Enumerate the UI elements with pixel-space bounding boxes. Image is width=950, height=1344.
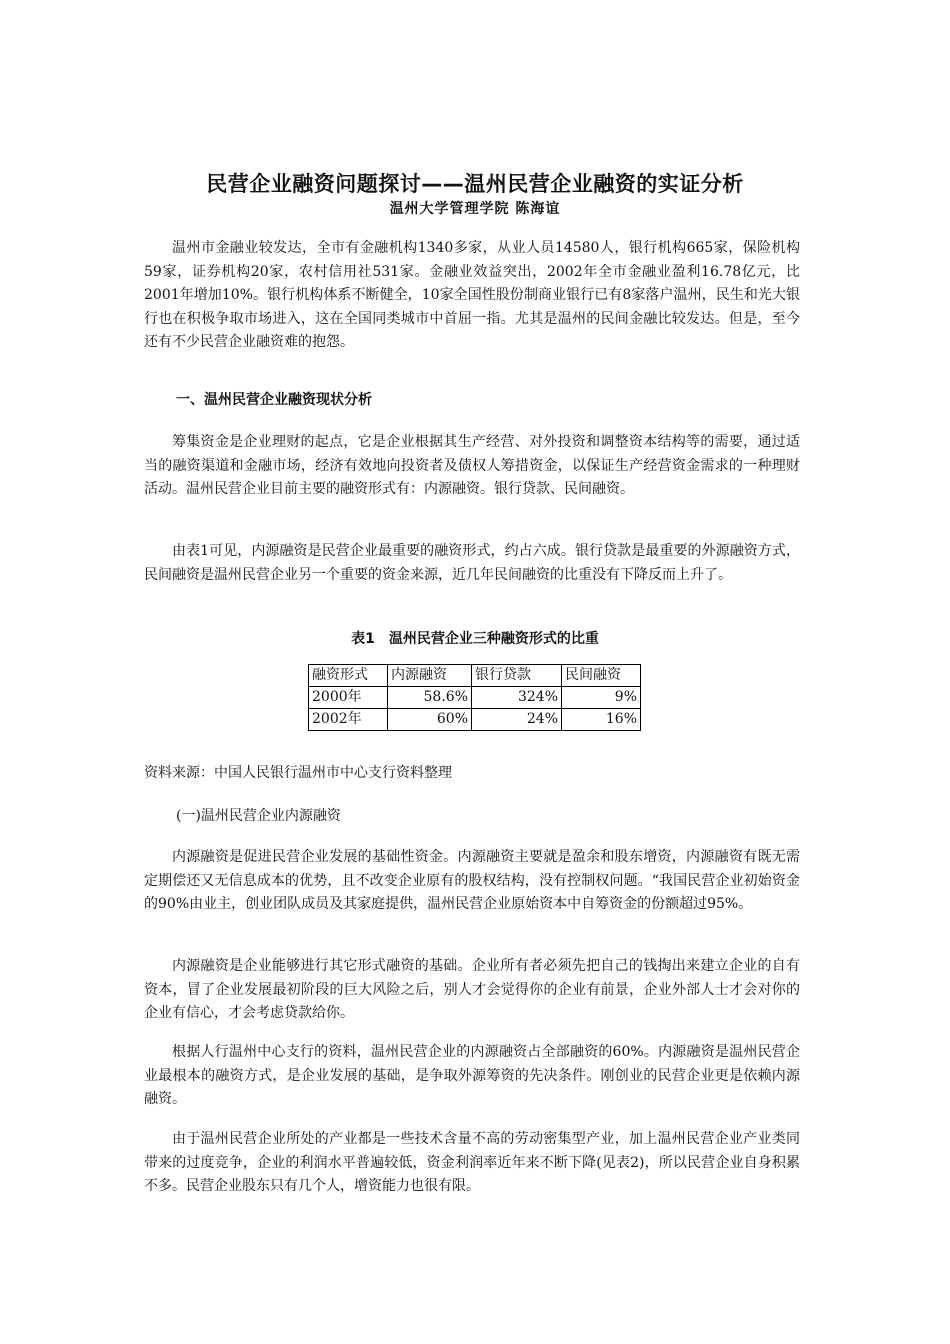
table-cell: 58.6%: [388, 687, 472, 709]
document-title: 民营企业融资问题探讨——温州民营企业融资的实证分析: [206, 172, 744, 196]
table-cell: 60%: [388, 709, 472, 731]
table-cell-year: 2000年: [309, 687, 388, 709]
table-row: [309, 687, 641, 709]
financing-share-table: [308, 664, 641, 731]
table-row: [309, 709, 641, 731]
table-header-row: [309, 665, 641, 687]
table-caption: 表1 温州民营企业三种融资形式的比重: [351, 631, 599, 647]
table-header-cell: 内源融资: [388, 665, 472, 687]
subsection-heading: (一)温州民营企业内源融资: [176, 808, 341, 824]
table-header-cell: 民间融资: [562, 665, 641, 687]
table-header-cell: 融资形式: [309, 665, 388, 687]
table-cell: 16%: [562, 709, 641, 731]
author-line: 温州大学管理学院 陈海谊: [389, 201, 561, 217]
table-cell: 324%: [472, 687, 562, 709]
table-source-note: 资料来源：中国人民银行温州市中心支行资料整理: [144, 765, 452, 781]
paragraph-table-summary: 由表1可见，内源融资是民营企业最重要的融资形式，约占六成。银行贷款是最重要的外源融资方式，民间融资是温州民营企业另一个重要的资金来源，近几年民间融资的比重没有下降反而上升了。: [144, 543, 800, 583]
paragraph-industry-profit: 由于温州民营企业所处的产业都是一些技术含量不高的劳动密集型产业，加上温州民营企业产业类同带来的过度竞争，企业的利润水平普遍较低，资金利润率近年来不断下降(见表2)，所以民营企业自身积累不多。民营企业股东只有几个人，增资能力也很有限。: [144, 1131, 800, 1194]
table-cell-year: 2002年: [309, 709, 388, 731]
table-cell: 9%: [562, 687, 641, 709]
paragraph-intro: 温州市金融业较发达，全市有金融机构1340多家，从业人员14580人，银行机构665家，保险机构59家，证券机构20家，农村信用社531家。金融业效益突出，2002年全市金融业盈利16.78亿元，比2001年增加10%。银行机构体系不断健全，10家全国性股份制商业银行已有8家落户温州，民生和光大银行也在积极争取市场进入，这在全国同类城市中首屈一指。尤其是温州的民间金融比较发达。但是，至今还有不少民营企业融资难的抱怨。: [144, 240, 800, 350]
paragraph-internal-basis: 内源融资是企业能够进行其它形式融资的基础。企业所有者必须先把自己的钱掏出来建立企业的自有资本，冒了企业发展最初阶段的巨大风险之后，别人才会觉得你的企业有前景，企业外部人士才会对你的企业有信心，才会考虑贷款给你。: [144, 958, 800, 1021]
table-header-cell: 银行贷款: [472, 665, 562, 687]
table-cell: 24%: [472, 709, 562, 731]
paragraph-internal-share: 根据人行温州中心支行的资料，温州民营企业的内源融资占全部融资的60%。内源融资是温州民营企业最根本的融资方式，是企业发展的基础，是争取外源筹资的先决条件。刚创业的民营企业更是依赖内源融资。: [144, 1044, 800, 1107]
paragraph-internal-financing: 内源融资是促进民营企业发展的基础性资金。内源融资主要就是盈余和股东增资，内源融资有既无需定期偿还又无信息成本的优势，且不改变企业原有的股权结构，没有控制权问题。“我国民营企业初始资金的90%由业主，创业团队成员及其家庭提供，温州民营企业原始资本中自筹资金的份额超过95%。: [144, 849, 800, 912]
section-heading: 一、温州民营企业融资现状分析: [176, 392, 372, 408]
paragraph-financing-definition: 筹集资金是企业理财的起点，它是企业根据其生产经营、对外投资和调整资本结构等的需要，通过适当的融资渠道和金融市场，经济有效地向投资者及债权人筹措资金，以保证生产经营资金需求的一种理财活动。温州民营企业目前主要的融资形式有：内源融资。银行贷款、民间融资。: [144, 434, 800, 497]
